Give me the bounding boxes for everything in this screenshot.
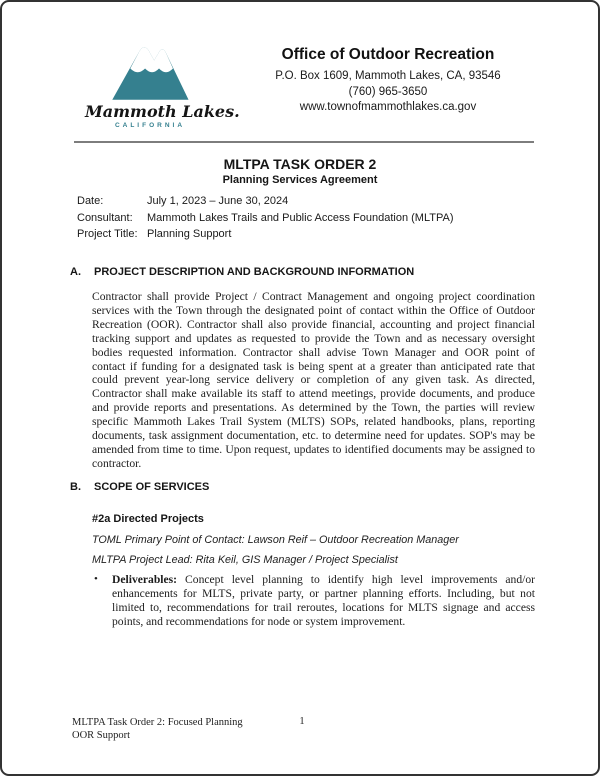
section-b-letter: B.	[70, 481, 81, 493]
meta-value-date: July 1, 2023 – June 30, 2024	[147, 195, 289, 207]
brand-california-text: CALIFORNIA	[114, 122, 186, 129]
brand-script-text: Mammoth Lakes.	[85, 102, 240, 121]
deliverables-bullet	[94, 573, 535, 629]
section-a-body: Contractor shall provide Project / Contract Management and ongoing project coordination services with the Town through the designated point of contact within the Office of Outdoor Recreation (OOR). Contractor shall also provide financial, accounting and project financial tracking support and updates as requested to provide the Town and as necessary oversight bodies requested information. Contractor shall advise Town Manager and OOR point of contact if funding for a designated task is being spent at a greater than anticipated rate that could prevent year-long service delivery or completion of any given task. As directed, Contractor shall make available its staff to attend meetings, provide documents, and produce and provide reports and presentations. As determined by the Town, the parties will review specific Mammoth Lakes Trail System (MLTS) SOPs, related handbooks, plans, reporting documents, task assignment documentation, etc. to determine need for updates. SOP's may be amended from time to time. Upon request, updates to identified documents may be assigned to contractor.	[92, 290, 535, 470]
meta-label-consultant: Consultant:	[77, 211, 133, 224]
toml-contact-line: TOML Primary Point of Contact: Lawson Reif – Outdoor Recreation Manager	[92, 534, 459, 546]
meta-value-project-title: Planning Support	[147, 228, 232, 240]
section-b-heading	[70, 481, 209, 493]
footer-line-2: OOR Support	[72, 730, 131, 741]
deliverables-body: Concept level planning to identify high level improvements and/or enhancements for MLTS, private party, or partner planning efforts. Including, but not limited to, recommendations for trail reroutes, locations for MLTS signage and access points, and recommendations for node or system improvement.	[112, 573, 535, 628]
footer-line-1: MLTPA Task Order 2: Focused Planning	[72, 717, 243, 728]
title-block	[2, 156, 598, 186]
bullet-marker-icon: •	[94, 573, 98, 585]
section-a-letter: A.	[70, 266, 81, 278]
mammoth-lakes-logo	[85, 42, 240, 129]
section-a-heading-text: PROJECT DESCRIPTION AND BACKGROUND INFORMATION	[94, 266, 415, 278]
header-divider	[74, 141, 534, 143]
office-phone: (760) 965-3650	[348, 85, 428, 98]
office-title: Office of Outdoor Recreation	[281, 46, 495, 63]
document-title: MLTPA TASK ORDER 2	[223, 156, 377, 172]
section-a-heading	[70, 266, 414, 278]
mountain-logo-icon	[109, 42, 191, 100]
document-subtitle: Planning Services Agreement	[222, 174, 378, 186]
meta-block	[77, 193, 454, 243]
page-number: 1	[299, 716, 305, 727]
subheading-2a-directed-projects: #2a Directed Projects	[92, 513, 204, 525]
meta-label-date: Date:	[77, 195, 104, 207]
mltpa-lead-line: MLTPA Project Lead: Rita Keil, GIS Manager / Project Specialist	[92, 554, 398, 566]
meta-value-consultant: Mammoth Lakes Trails and Public Access Foundation (MLTPA)	[147, 211, 454, 224]
meta-label-project-title: Project Title:	[77, 228, 138, 240]
deliverables-text	[112, 573, 535, 629]
office-header	[242, 46, 534, 116]
deliverables-label: Deliverables:	[112, 573, 178, 586]
office-website: www.townofmammothlakes.ca.gov	[299, 101, 477, 113]
section-b-heading-text: SCOPE OF SERVICES	[94, 481, 210, 493]
office-address: P.O. Box 1609, Mammoth Lakes, CA, 93546	[275, 70, 501, 82]
